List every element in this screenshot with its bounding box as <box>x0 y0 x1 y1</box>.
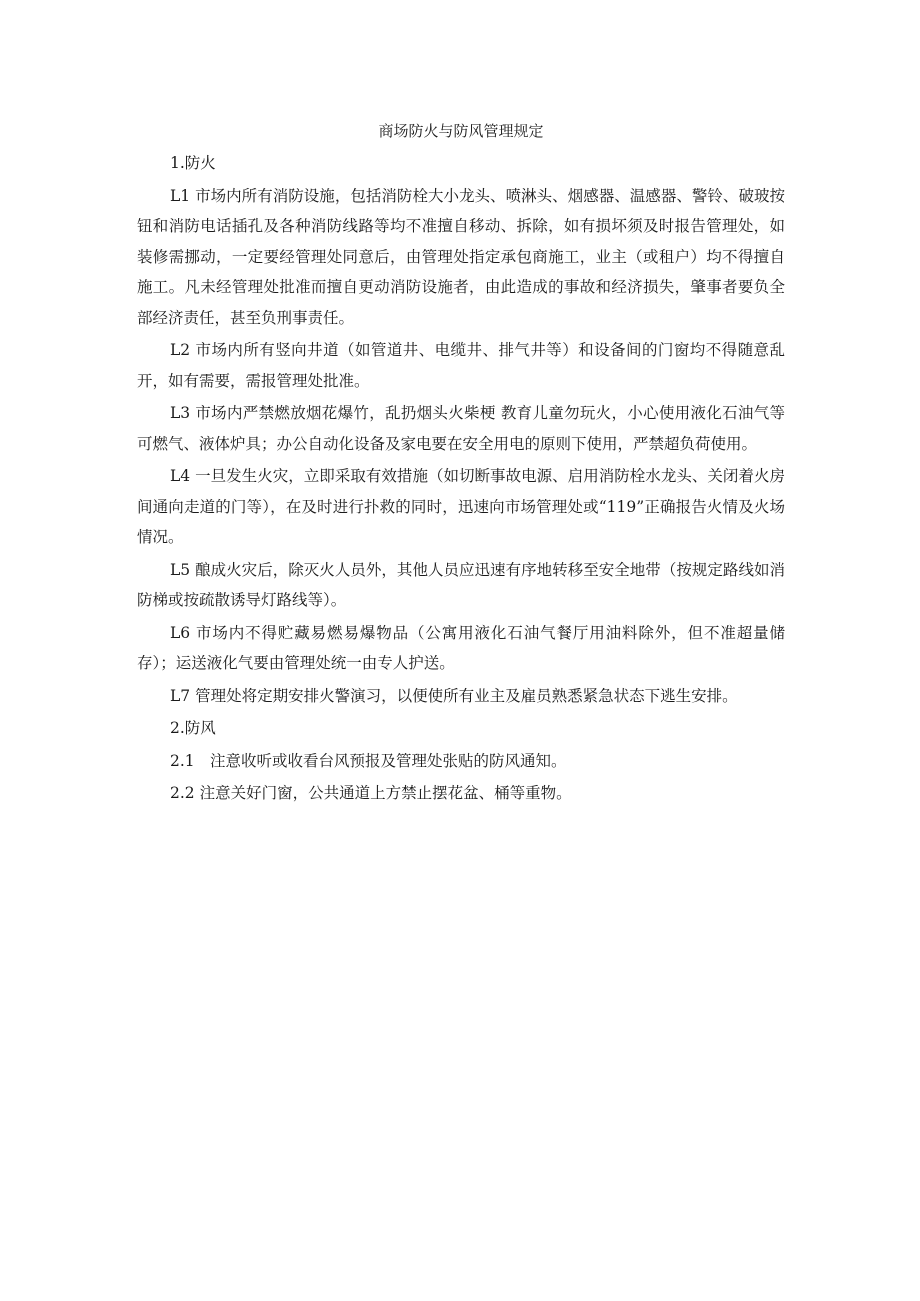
document-page <box>137 114 785 809</box>
wind-item-2: 2.2 注意关好门窗，公共通道上方禁止摆花盆、桶等重物。 <box>170 784 572 802</box>
wind-item-1 <box>137 746 785 777</box>
section-heading-wind: 2.防风 <box>170 719 216 737</box>
section-heading-fire: 1.防火 <box>170 154 216 172</box>
fire-item-2: L2 市场内所有竖向井道（如管道井、电缆井、排气井等）和设备间的门窗均不得随意乱开，如有需要，需报管理处批准。 <box>137 341 785 390</box>
fire-item-3: L3 市场内严禁燃放烟花爆竹，乱扔烟头火柴梗 教育儿童勿玩火，小心使用液化石油气等可燃气、液体炉具；办公自动化设备及家电要在安全用电的原则下使用，严禁超负荷使用。 <box>137 404 785 453</box>
fire-item-4: L4 一旦发生火灾，立即采取有效措施（如切断事故电源、启用消防栓水龙头、关闭着火房间通向走道的门等），在及时进行扑救的同时，迅速向市场管理处或“119”正确报告火情及火场情况。 <box>137 467 785 546</box>
document-title: 商场防火与防风管理规定 <box>378 122 544 140</box>
wind-item-1-text: 注意收听或收看台风预报及管理处张贴的防风通知。 <box>210 751 567 770</box>
fire-item-1: L1 市场内所有消防设施，包括消防栓大小龙头、喷淋头、烟感器、温感器、警铃、破玻按钮和消防电话插孔及各种消防线路等均不准擅自移动、拆除，如有损坏须及时报告管理处，如装修需挪动，一定要经管理处同意后，由管理处指定承包商施工，业主（或租户）均不得擅自施工。凡未经管理处批准而擅自更动消防设施者，由此造成的事故和经济损失，肇事者要负全部经济责任，甚至负刑事责任。 <box>137 186 785 327</box>
fire-item-5: L5 酿成火灾后，除灭火人员外，其他人员应迅速有序地转移至安全地带（按规定路线如消防梯或按疏散诱导灯路线等）。 <box>137 560 785 609</box>
wind-item-1-number: 2.1 <box>170 751 195 770</box>
fire-item-6: L6 市场内不得贮藏易燃易爆物品（公寓用液化石油气餐厅用油料除外，但不准超量储存）；运送液化气要由管理处统一由专人护送。 <box>137 623 785 672</box>
fire-item-7: L7 管理处将定期安排火警演习，以便使所有业主及雇员熟悉紧急状态下逃生安排。 <box>170 686 738 705</box>
